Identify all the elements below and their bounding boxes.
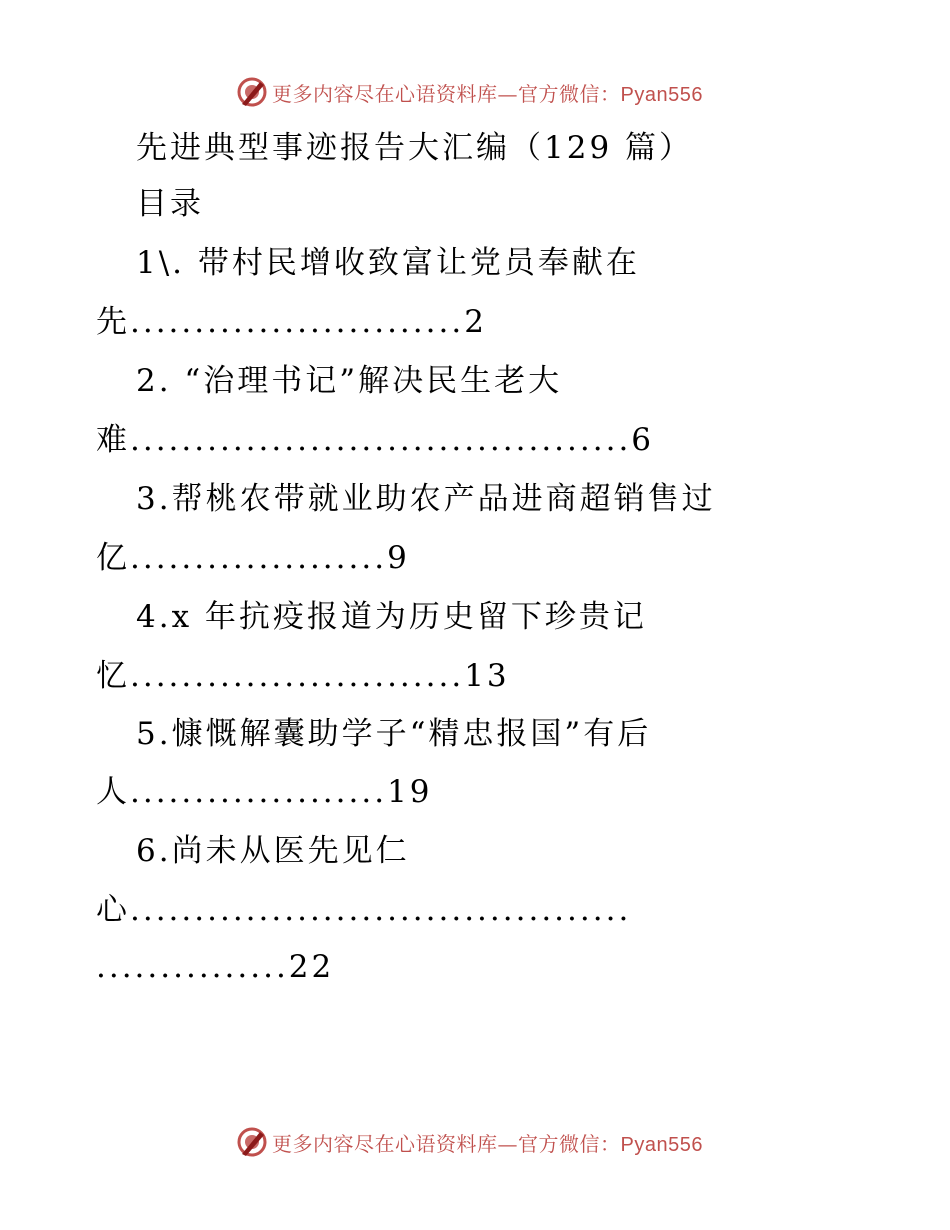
toc-entry-1-leader[interactable]: 先..........................2	[96, 304, 487, 340]
document-title: 先进典型事迹报告大汇编（129 篇）	[136, 130, 694, 166]
toc-entry-5-title[interactable]: 5.慷慨解囊助学子“精忠报国”有后	[136, 716, 652, 752]
toc-entry-3-title[interactable]: 3.帮桃农带就业助农产品进商超销售过	[136, 481, 716, 517]
toc-entry-4-title[interactable]: 4.x 年抗疫报道为历史留下珍贵记	[136, 599, 647, 635]
header-banner-text: 更多内容尽在心语资料库—官方微信：Pyan556	[272, 82, 703, 106]
footer-banner-id: Pyan556	[620, 1134, 703, 1156]
header-banner-id: Pyan556	[620, 84, 703, 106]
toc-entry-3-leader[interactable]: 亿....................9	[96, 540, 410, 576]
toc-entry-5-leader[interactable]: 人....................19	[96, 774, 433, 810]
header-banner	[0, 72, 950, 112]
toc-entry-6-title[interactable]: 6.尚未从医先见仁	[136, 833, 410, 869]
toc-entry-2-leader[interactable]: 难.......................................6	[96, 422, 655, 458]
footer-banner	[0, 1122, 950, 1162]
toc-entry-2-title[interactable]: 2. “治理书记”解决民生老大	[136, 363, 563, 399]
toc-entry-6-leader-cont[interactable]: ...............22	[96, 949, 335, 985]
footer-banner-text: 更多内容尽在心语资料库—官方微信：Pyan556	[272, 1132, 703, 1156]
pen-logo-icon	[236, 1126, 268, 1158]
toc-entry-1-title[interactable]: 1\. 带村民增收致富让党员奉献在	[136, 245, 640, 281]
toc-entry-6-leader[interactable]: 心.......................................	[96, 892, 632, 928]
pen-logo-icon	[236, 76, 268, 108]
toc-entry-4-leader[interactable]: 忆..........................13	[96, 658, 510, 694]
toc-heading: 目录	[136, 186, 204, 222]
